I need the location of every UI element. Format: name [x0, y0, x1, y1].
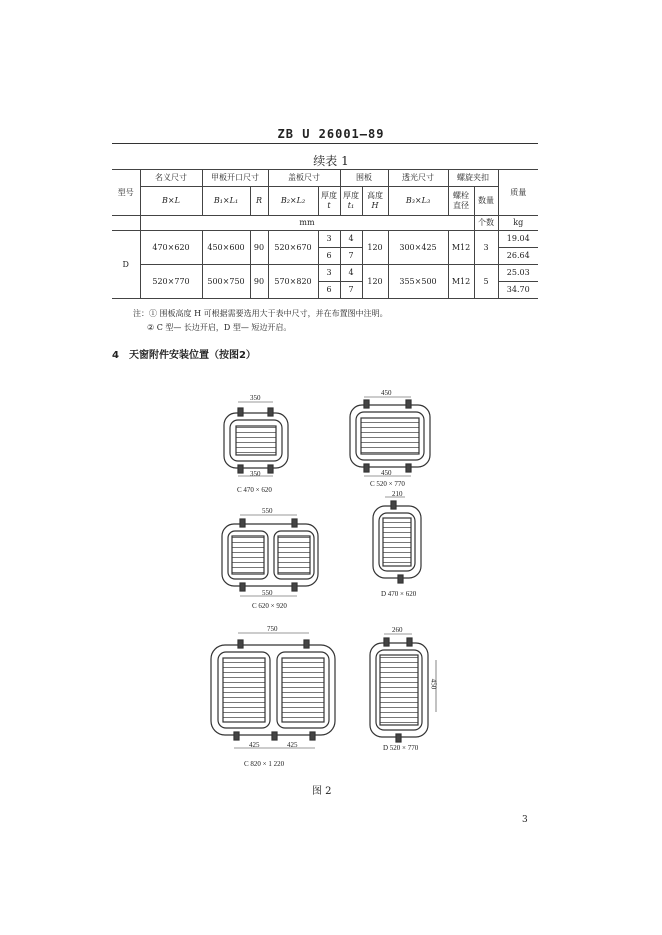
- table-cell: 500×750: [202, 265, 250, 299]
- table-cell: 7: [340, 282, 362, 299]
- table-cell: 5: [474, 265, 498, 299]
- table-title: 续表 1: [313, 154, 349, 168]
- col-coaming: 围板: [340, 170, 388, 187]
- table-cell: 355×500: [388, 265, 448, 299]
- table-cell: 4: [340, 231, 362, 248]
- col-cover: 盖板尺寸: [268, 170, 340, 187]
- dim-label: 260: [392, 626, 403, 634]
- unit-count: 个数: [474, 216, 498, 231]
- hatch-c820: [211, 633, 335, 748]
- figure-item-label: D 470 × 620: [381, 590, 417, 598]
- dim-label: 450: [381, 389, 392, 397]
- col-thickness: 厚度 t: [318, 187, 340, 216]
- table-cell: 470×620: [140, 231, 202, 265]
- hatch-d520: [370, 634, 436, 742]
- hatch-d470: [373, 497, 421, 583]
- dim-label: 550: [262, 589, 273, 597]
- unit-mm: mm: [140, 216, 474, 231]
- col-light: 透光尺寸: [388, 170, 448, 187]
- table-cell: 120: [362, 265, 388, 299]
- table-cell: 520×670: [268, 231, 318, 265]
- unit-kg: kg: [498, 216, 538, 231]
- col-cover-sub: B₂×L₂: [268, 187, 318, 216]
- note-2: ② C 型— 长边开启，D 型— 短边开启。: [147, 323, 292, 332]
- table-cell: 6: [318, 248, 340, 265]
- type-value: D: [112, 231, 140, 299]
- dim-label: 550: [262, 507, 273, 515]
- figure-caption: 图 2: [312, 786, 332, 797]
- dim-label: 210: [392, 490, 403, 498]
- col-r: R: [250, 187, 268, 216]
- table-cell: M12: [448, 265, 474, 299]
- table-cell: M12: [448, 231, 474, 265]
- standard-code: ZB U 26001—89: [277, 127, 385, 141]
- table-cell: 120: [362, 231, 388, 265]
- dim-label: 450: [381, 469, 392, 477]
- dim-label: 350: [250, 394, 261, 402]
- hatch-c620: [222, 515, 318, 596]
- figure-item-label: C 520 × 770: [370, 480, 405, 488]
- col-light-sub: B₃×L₃: [388, 187, 448, 216]
- figure-item-label: C 820 × 1 220: [244, 760, 285, 768]
- table-cell: 300×425: [388, 231, 448, 265]
- table-cell: 34.70: [498, 282, 538, 299]
- table-cell: 570×820: [268, 265, 318, 299]
- table-cell: 7: [340, 248, 362, 265]
- section-title: 4 天窗附件安装位置（按图2）: [112, 350, 256, 361]
- col-type: 型号: [112, 170, 140, 216]
- table-cell: 90: [250, 231, 268, 265]
- table-cell: 19.04: [498, 231, 538, 248]
- table-cell: 26.64: [498, 248, 538, 265]
- page-number: 3: [522, 815, 528, 825]
- col-deck-sub: B₁×L₁: [202, 187, 250, 216]
- table-cell: 25.03: [498, 265, 538, 282]
- table-cell: 6: [318, 282, 340, 299]
- dim-label: 350: [250, 470, 261, 478]
- dim-label: 425: [287, 741, 298, 749]
- figure-item-label: D 520 × 770: [383, 744, 419, 752]
- dim-label: 450: [429, 678, 438, 690]
- table-cell: 3: [318, 231, 340, 248]
- col-qty: 数量: [474, 187, 498, 216]
- col-nominal: 名义尺寸: [140, 170, 202, 187]
- col-coaming-thickness: 厚度 t₁: [340, 187, 362, 216]
- col-nominal-sub: B×L: [140, 187, 202, 216]
- hatch-c520: [350, 397, 430, 476]
- table-cell: 3: [474, 231, 498, 265]
- hatch-c470: [224, 402, 288, 476]
- col-mass: 质量: [498, 170, 538, 216]
- table-cell: 520×770: [140, 265, 202, 299]
- col-deck: 甲板开口尺寸: [202, 170, 268, 187]
- col-height: 高度 H: [362, 187, 388, 216]
- table-cell: 3: [318, 265, 340, 282]
- col-bolt: 螺栓 直径: [448, 187, 474, 216]
- dim-label: 750: [267, 625, 278, 633]
- figure-item-label: C 620 × 920: [252, 602, 287, 610]
- table-cell: 4: [340, 265, 362, 282]
- table-cell: 90: [250, 265, 268, 299]
- figure-item-label: C 470 × 620: [237, 486, 272, 494]
- col-clamp: 螺旋夹扣: [448, 170, 498, 187]
- table-cell: 450×600: [202, 231, 250, 265]
- dim-label: 425: [249, 741, 260, 749]
- note-1: 注：① 围板高度 H 可根据需要选用大于表中尺寸，并在布置图中注明。: [133, 309, 388, 318]
